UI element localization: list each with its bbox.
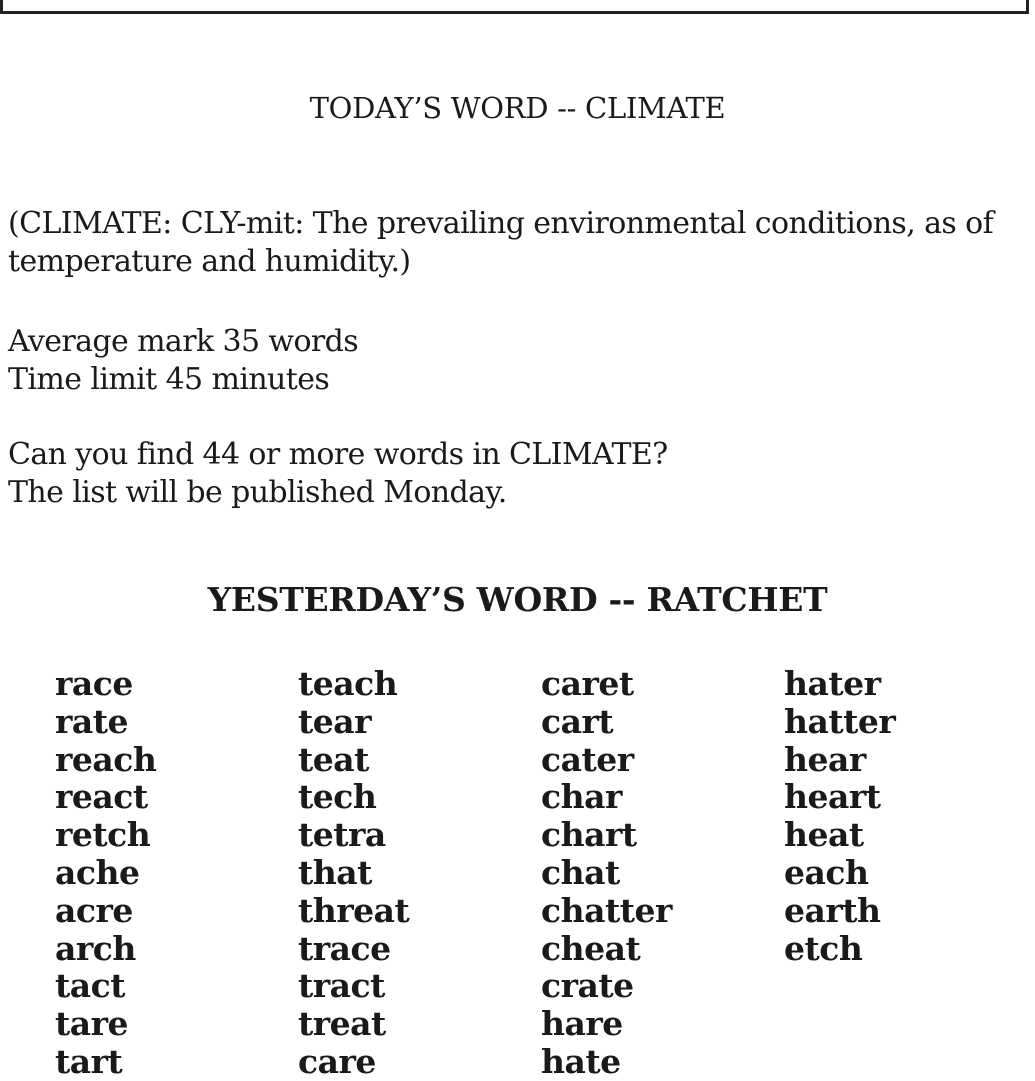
answer-word: threat — [298, 890, 410, 930]
answer-word: hear — [784, 739, 866, 779]
answer-word: cart — [541, 701, 614, 741]
answer-word: care — [298, 1041, 376, 1081]
answer-word: cheat — [541, 928, 641, 968]
answer-word: earth — [784, 890, 881, 930]
answer-word: hare — [541, 1004, 623, 1044]
answer-word: that — [298, 852, 372, 892]
word-column-2 — [298, 665, 541, 1081]
challenge-question: Can you find 44 or more words in CLIMATE? — [8, 437, 668, 472]
answer-word: heat — [784, 815, 864, 855]
answer-word: tart — [55, 1041, 123, 1081]
answer-word: tetra — [298, 815, 386, 855]
answer-word: etch — [784, 928, 863, 968]
answer-word: tract — [298, 966, 385, 1006]
word-column-1 — [55, 665, 298, 1081]
answer-word: tact — [55, 966, 125, 1006]
answer-word: arch — [55, 928, 136, 968]
average-mark: Average mark 35 words — [8, 324, 359, 359]
yesterdays-word-heading: YESTERDAY’S WORD -- RATCHET — [207, 580, 828, 619]
answer-word: acre — [55, 890, 133, 930]
answer-word: chat — [541, 852, 620, 892]
answer-word: ache — [55, 852, 140, 892]
answer-word: hater — [784, 664, 881, 703]
answer-word: heart — [784, 777, 881, 817]
answer-word: hatter — [784, 701, 896, 741]
answer-word: trace — [298, 928, 391, 968]
answer-word: retch — [55, 815, 151, 855]
word-definition: (CLIMATE: CLY-mit: The prevailing environmental conditions, as of temperature and humidity.) — [8, 206, 994, 279]
answer-word: char — [541, 777, 622, 817]
answer-word: chart — [541, 815, 637, 855]
answer-word: crate — [541, 966, 634, 1006]
answer-word: hate — [541, 1041, 621, 1081]
publish-note: The list will be published Monday. — [8, 475, 507, 510]
answer-word: chatter — [541, 890, 672, 930]
todays-word-heading: TODAY’S WORD -- CLIMATE — [309, 91, 726, 125]
answer-word: caret — [541, 664, 634, 703]
answer-word: tech — [298, 777, 377, 817]
answer-word: reach — [55, 739, 157, 779]
answer-word: react — [55, 777, 148, 817]
answer-word: tear — [298, 701, 372, 741]
top-border-box — [0, 0, 1029, 14]
word-column-4 — [784, 665, 1027, 1081]
answer-word: rate — [55, 701, 129, 741]
answer-word: each — [784, 852, 869, 892]
answer-word: treat — [298, 1004, 386, 1044]
answer-word: teat — [298, 739, 369, 779]
answer-word: teach — [298, 664, 398, 703]
time-limit: Time limit 45 minutes — [8, 362, 330, 397]
answer-word: tare — [55, 1004, 129, 1044]
answer-word: race — [55, 664, 133, 703]
answer-word: cater — [541, 739, 634, 779]
answer-word-list — [55, 665, 1035, 1081]
word-column-3 — [541, 665, 784, 1081]
